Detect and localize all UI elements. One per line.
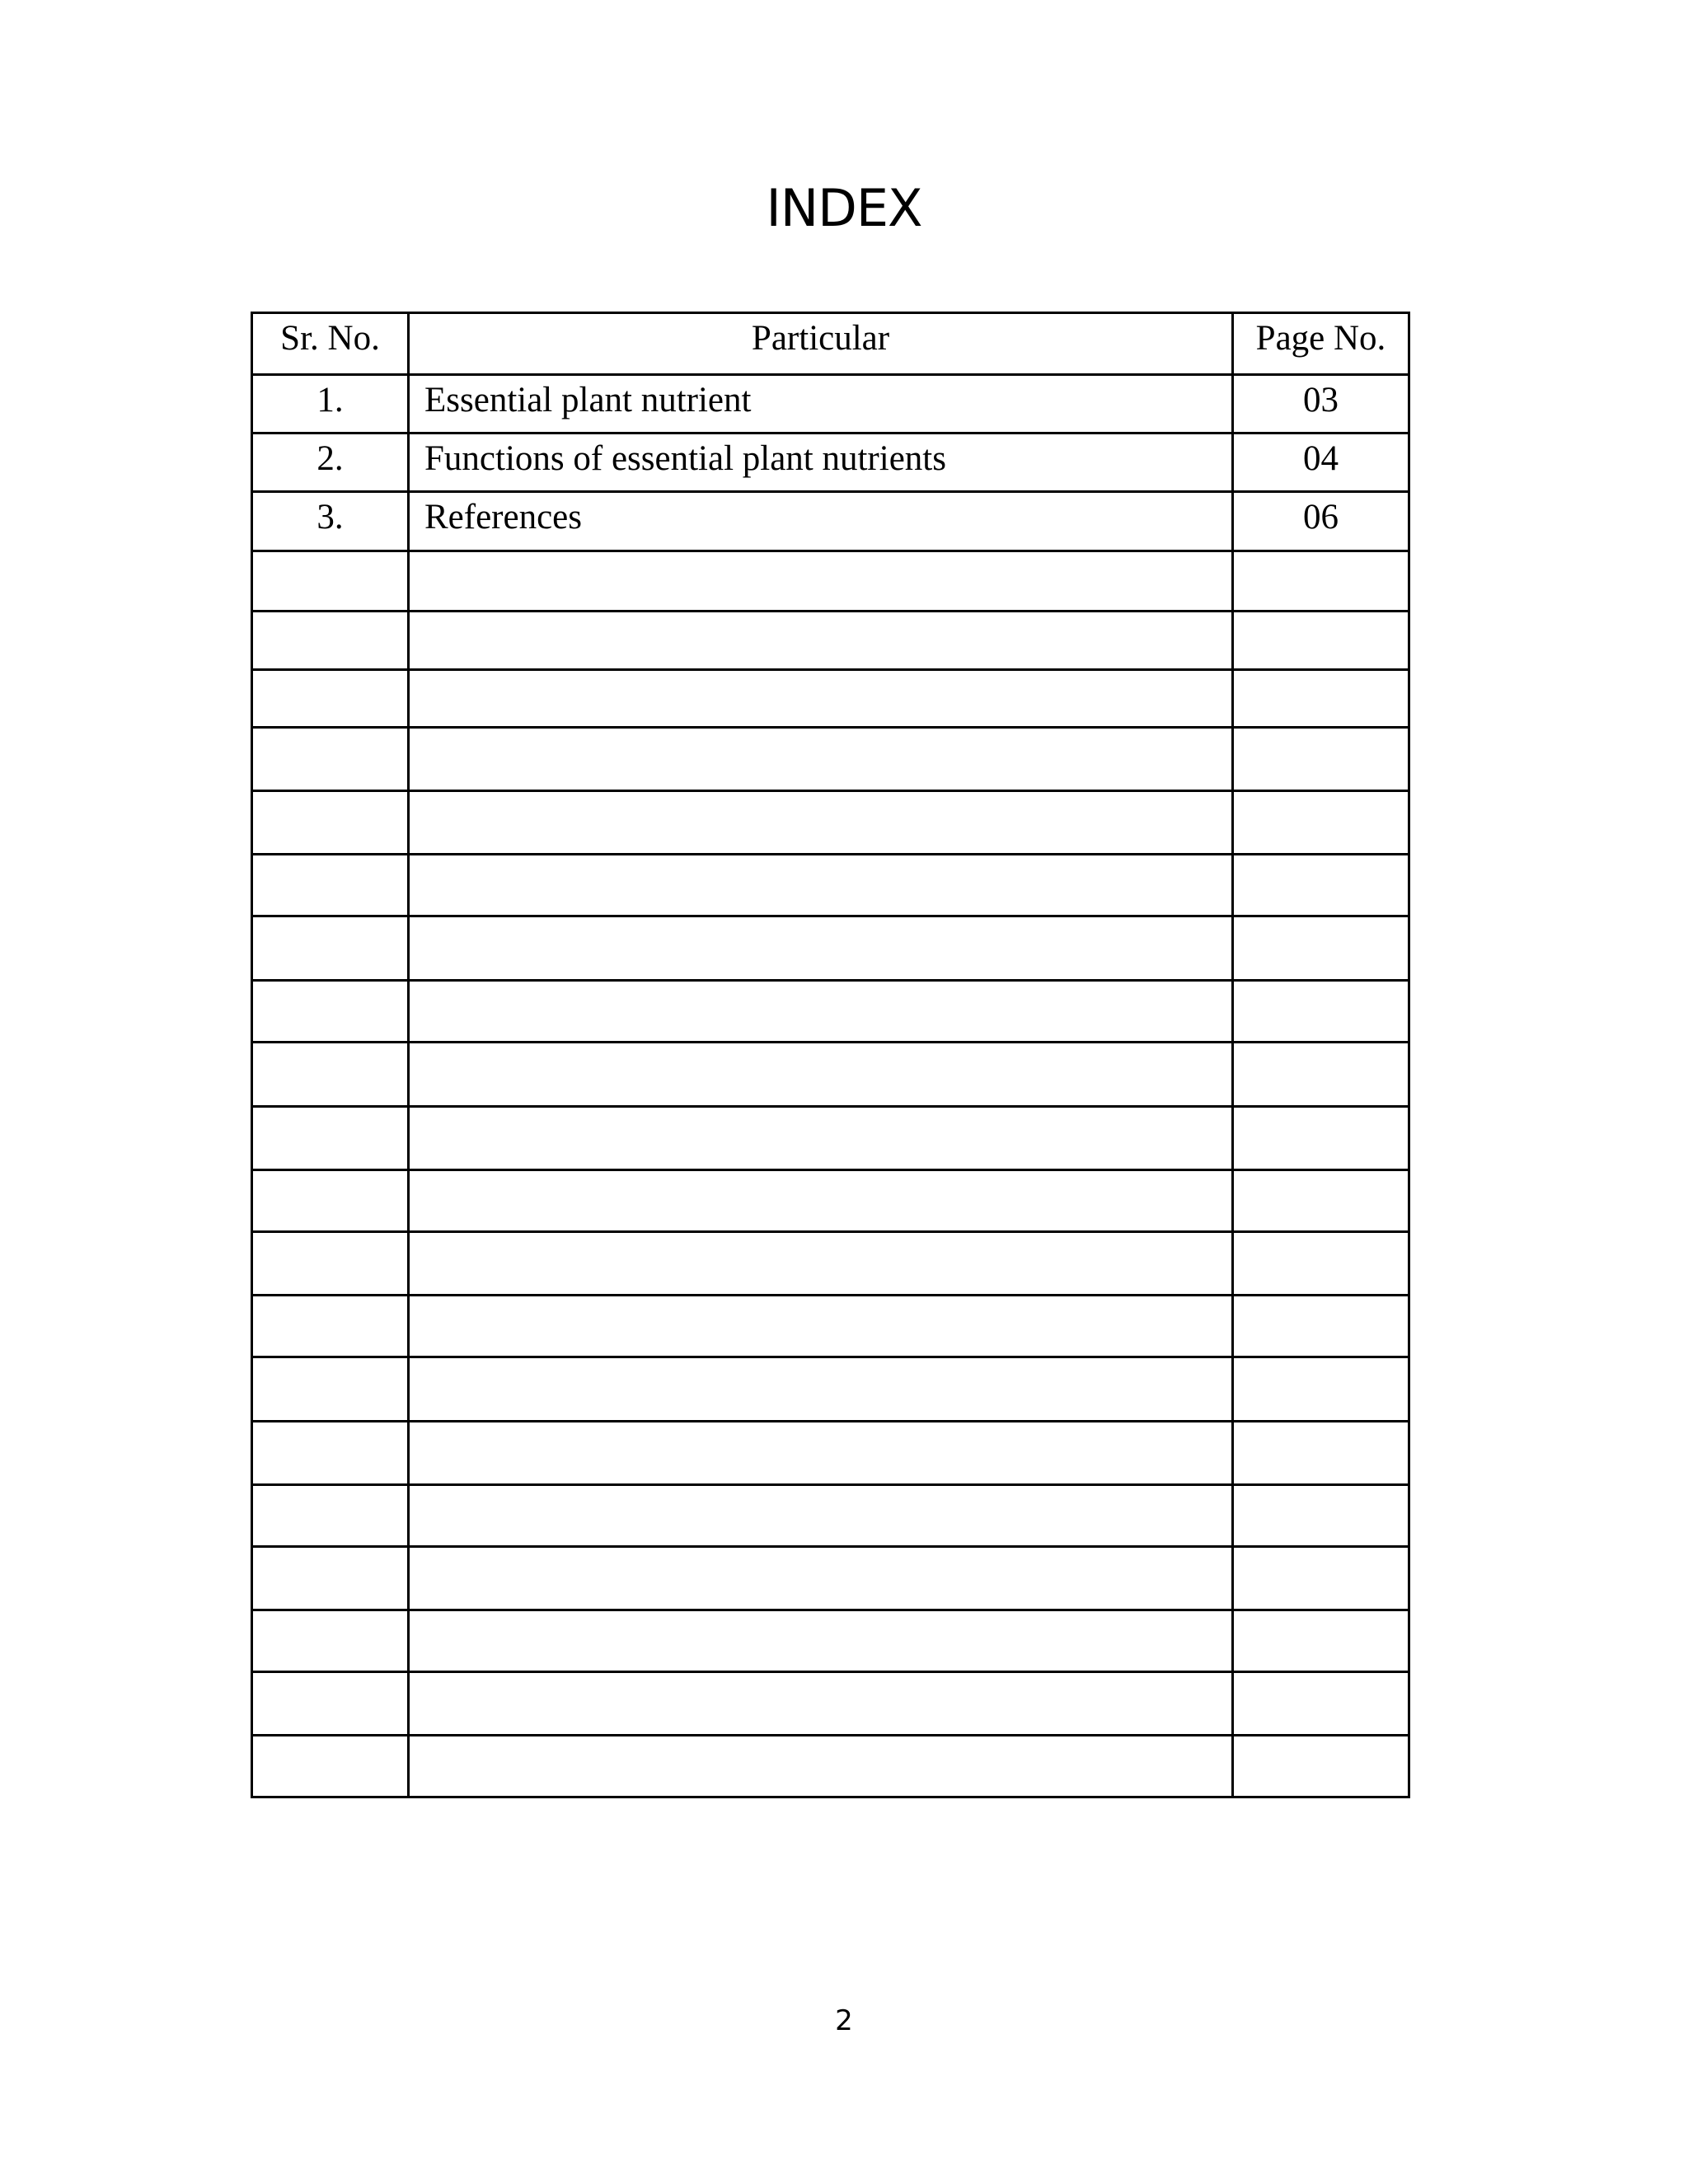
row-page-no xyxy=(1233,1547,1409,1610)
row-sr-no xyxy=(252,670,409,728)
header-sr-no: Sr. No. xyxy=(252,313,409,375)
row-sr-no xyxy=(252,1422,409,1485)
row-page-no xyxy=(1233,1043,1409,1107)
row-page-no xyxy=(1233,728,1409,791)
empty-table-row xyxy=(252,1485,1409,1547)
row-page-no xyxy=(1233,1422,1409,1485)
row-particular xyxy=(409,1170,1233,1232)
row-sr-no xyxy=(252,1107,409,1170)
row-particular xyxy=(409,1107,1233,1170)
row-page-no: 03 xyxy=(1233,375,1409,434)
row-sr-no xyxy=(252,1547,409,1610)
row-page-no xyxy=(1233,1232,1409,1296)
row-sr-no xyxy=(252,1170,409,1232)
empty-table-row xyxy=(252,1357,1409,1422)
empty-table-row xyxy=(252,855,1409,916)
row-particular xyxy=(409,551,1233,612)
row-page-no xyxy=(1233,791,1409,855)
empty-table-row xyxy=(252,1736,1409,1797)
page-number: 2 xyxy=(835,2004,853,2037)
empty-table-row xyxy=(252,1107,1409,1170)
empty-table-row xyxy=(252,1422,1409,1485)
row-particular xyxy=(409,1485,1233,1547)
empty-table-row xyxy=(252,612,1409,670)
row-particular xyxy=(409,1736,1233,1797)
row-particular: Functions of essential plant nutrients xyxy=(409,434,1233,492)
row-page-no xyxy=(1233,1736,1409,1797)
row-sr-no xyxy=(252,728,409,791)
row-particular xyxy=(409,612,1233,670)
row-page-no xyxy=(1233,1170,1409,1232)
row-sr-no xyxy=(252,1672,409,1736)
row-sr-no xyxy=(252,855,409,916)
empty-table-row xyxy=(252,1672,1409,1736)
row-particular xyxy=(409,670,1233,728)
row-particular xyxy=(409,1232,1233,1296)
row-sr-no xyxy=(252,1296,409,1357)
row-particular xyxy=(409,916,1233,981)
empty-table-row xyxy=(252,791,1409,855)
row-sr-no xyxy=(252,1610,409,1672)
row-sr-no xyxy=(252,1043,409,1107)
row-particular xyxy=(409,1422,1233,1485)
row-particular xyxy=(409,1610,1233,1672)
row-sr-no xyxy=(252,612,409,670)
row-sr-no: 1. xyxy=(252,375,409,434)
row-particular xyxy=(409,1043,1233,1107)
row-page-no xyxy=(1233,1296,1409,1357)
row-sr-no xyxy=(252,916,409,981)
empty-table-row xyxy=(252,1547,1409,1610)
row-page-no xyxy=(1233,612,1409,670)
row-particular xyxy=(409,1296,1233,1357)
row-particular xyxy=(409,855,1233,916)
empty-table-row xyxy=(252,1610,1409,1672)
row-sr-no xyxy=(252,791,409,855)
row-sr-no: 2. xyxy=(252,434,409,492)
empty-table-row xyxy=(252,670,1409,728)
row-sr-no: 3. xyxy=(252,492,409,551)
row-particular xyxy=(409,728,1233,791)
row-particular: References xyxy=(409,492,1233,551)
row-sr-no xyxy=(252,1736,409,1797)
empty-table-row xyxy=(252,1170,1409,1232)
row-page-no xyxy=(1233,1485,1409,1547)
empty-table-row xyxy=(252,916,1409,981)
row-particular xyxy=(409,1547,1233,1610)
row-page-no xyxy=(1233,551,1409,612)
table-row xyxy=(252,434,1409,492)
row-page-no xyxy=(1233,855,1409,916)
row-page-no: 06 xyxy=(1233,492,1409,551)
empty-table-row xyxy=(252,1232,1409,1296)
row-sr-no xyxy=(252,1232,409,1296)
row-page-no xyxy=(1233,916,1409,981)
row-sr-no xyxy=(252,981,409,1043)
index-table xyxy=(251,312,1410,1798)
empty-table-row xyxy=(252,551,1409,612)
row-page-no xyxy=(1233,1672,1409,1736)
row-sr-no xyxy=(252,551,409,612)
row-particular: Essential plant nutrient xyxy=(409,375,1233,434)
empty-table-row xyxy=(252,1043,1409,1107)
empty-table-row xyxy=(252,728,1409,791)
table-row xyxy=(252,375,1409,434)
row-particular xyxy=(409,1357,1233,1422)
header-page-no: Page No. xyxy=(1233,313,1409,375)
table-row xyxy=(252,492,1409,551)
row-page-no xyxy=(1233,1357,1409,1422)
empty-table-row xyxy=(252,981,1409,1043)
row-page-no xyxy=(1233,981,1409,1043)
row-particular xyxy=(409,1672,1233,1736)
page-title: INDEX xyxy=(766,178,922,238)
row-page-no: 04 xyxy=(1233,434,1409,492)
header-particular: Particular xyxy=(409,313,1233,375)
table-header-row xyxy=(252,313,1409,375)
index-table-body xyxy=(252,375,1409,1797)
row-page-no xyxy=(1233,1610,1409,1672)
row-sr-no xyxy=(252,1485,409,1547)
row-sr-no xyxy=(252,1357,409,1422)
row-page-no xyxy=(1233,1107,1409,1170)
row-page-no xyxy=(1233,670,1409,728)
row-particular xyxy=(409,981,1233,1043)
row-particular xyxy=(409,791,1233,855)
empty-table-row xyxy=(252,1296,1409,1357)
